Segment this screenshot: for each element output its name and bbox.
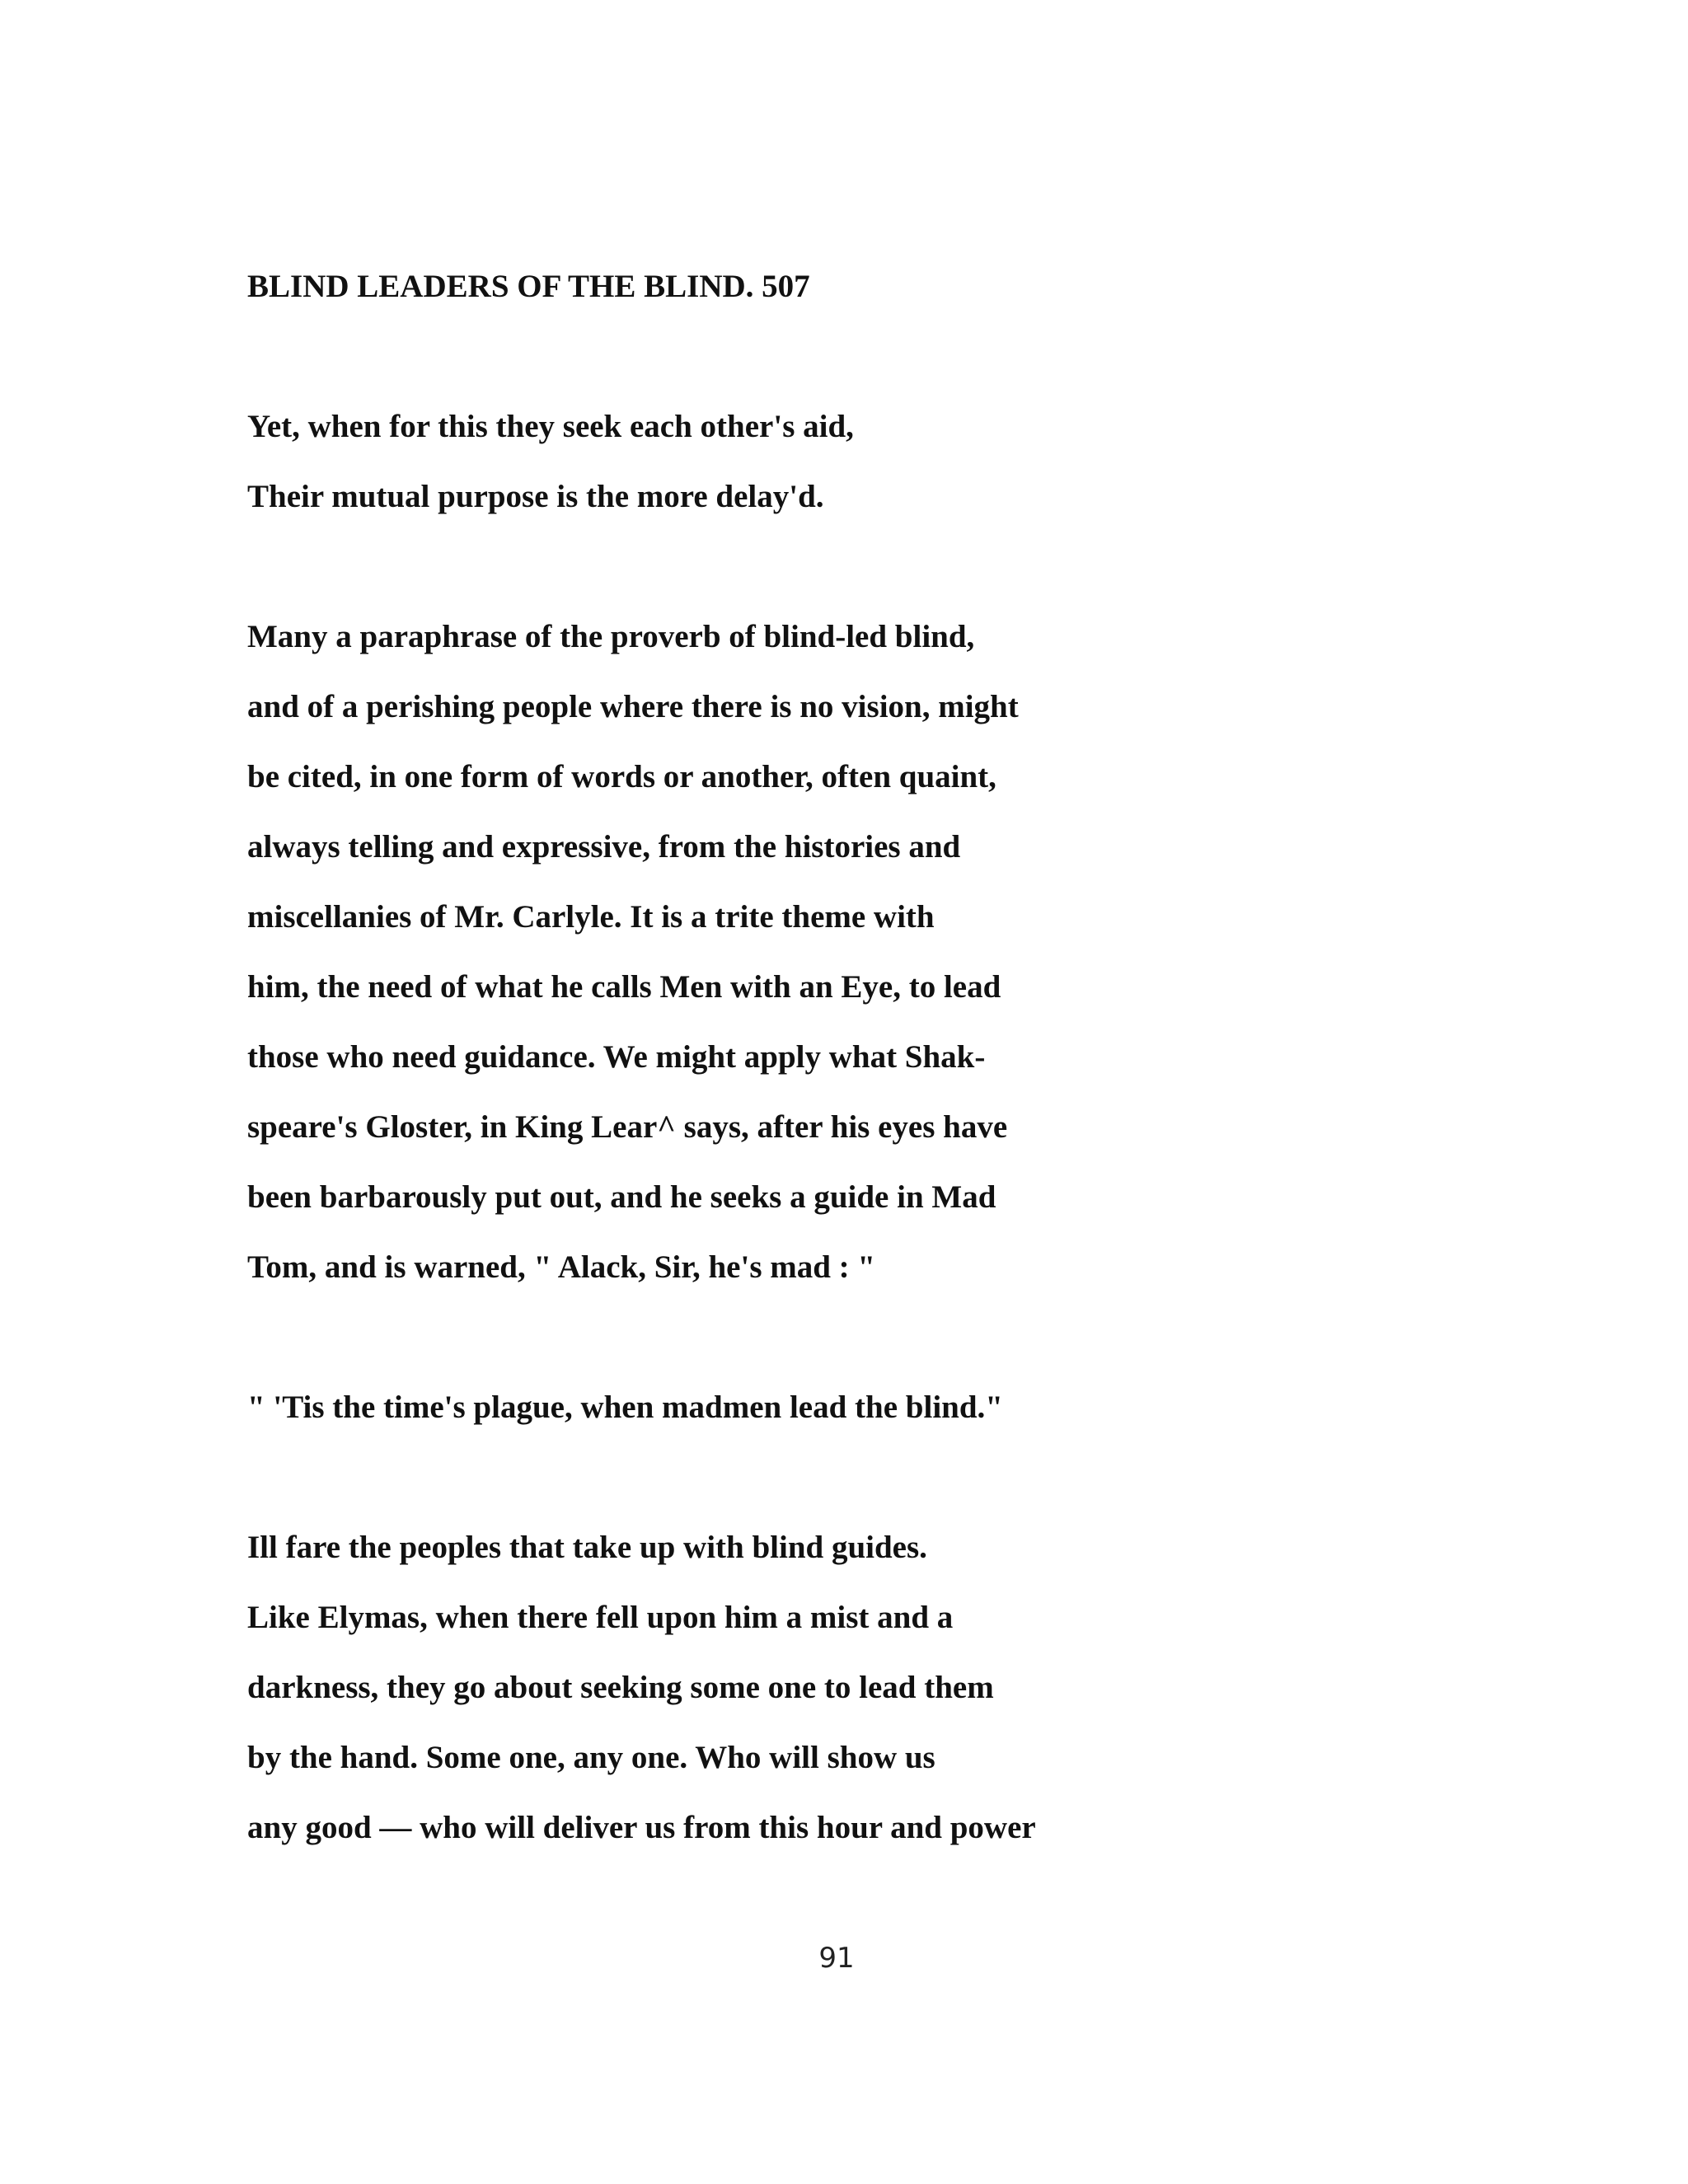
text-line: be cited, in one form of words or another, often quaint,: [247, 759, 996, 794]
verse-line: Yet, when for this they seek each other's aid,: [247, 409, 854, 444]
text-line: Ill fare the peoples that take up with blind guides.: [247, 1530, 927, 1565]
text-line: him, the need of what he calls Men with an Eye, to lead: [247, 969, 1001, 1005]
text-line: always telling and expressive, from the histories and: [247, 829, 961, 865]
text-line: miscellanies of Mr. Carlyle. It is a trite theme with: [247, 899, 935, 935]
verse-line: Their mutual purpose is the more delay'd.: [247, 479, 824, 514]
text-line: darkness, they go about seeking some one to lead them: [247, 1670, 994, 1705]
text-line: and of a perishing people where there is no vision, might: [247, 689, 1019, 724]
page-number: 91: [818, 1942, 855, 1975]
text-line: speare's Gloster, in King Lear^ says, after his eyes have: [247, 1109, 1008, 1145]
text-line: Like Elymas, when there fell upon him a mist and a: [247, 1600, 954, 1635]
text-line: any good — who will deliver us from this hour and power: [247, 1810, 1036, 1845]
block-quote: " 'Tis the time's plague, when madmen lead the blind.": [247, 1390, 1003, 1425]
text-line: by the hand. Some one, any one. Who will show us: [247, 1740, 935, 1775]
text-line: Many a paraphrase of the proverb of blind-led blind,: [247, 619, 975, 654]
running-header: BLIND LEADERS OF THE BLIND. 507: [247, 269, 810, 304]
text-line: those who need guidance. We might apply what Shak-: [247, 1039, 986, 1075]
text-line: been barbarously put out, and he seeks a guide in Mad: [247, 1179, 996, 1215]
text-line: Tom, and is warned, " Alack, Sir, he's mad : ": [247, 1249, 876, 1285]
